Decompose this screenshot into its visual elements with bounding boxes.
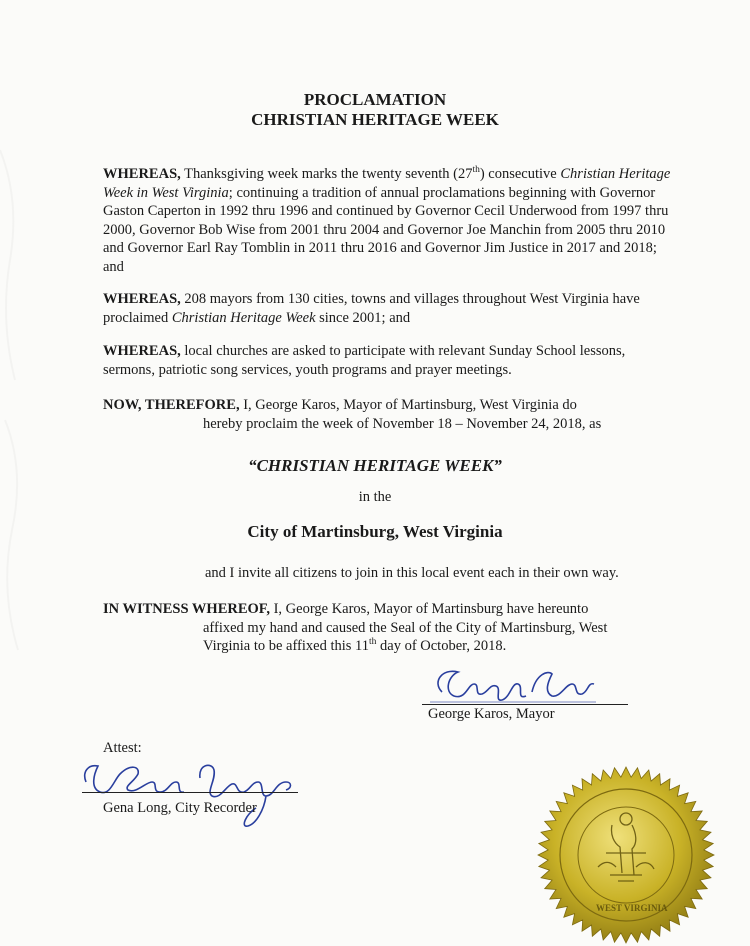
attest-label: Attest: [103,740,142,756]
now-therefore-text: I, George Karos, Mayor of Martinsburg, West Virginia do [239,397,577,413]
in-the-text: in the [358,489,392,505]
mayor-caption: George Karos, Mayor [428,706,555,722]
whereas-text: Thanksgiving week marks the twenty seventh (27 [180,166,473,182]
whereas-text: 208 mayors from 130 cities, towns and villages throughout West Virginia have proclaimed [103,291,640,326]
witness-text: affixed my hand and caused the Seal of the City of Martinsburg, West [203,619,608,636]
witness-lead: IN WITNESS WHEREOF, [103,601,270,617]
proclaimed-name: “CHRISTIAN HERITAGE WEEK” [248,456,502,475]
whereas-paragraph-3 [103,342,673,379]
title-line-1: PROCLAMATION [303,90,447,109]
whereas-paragraph-2 [103,290,673,327]
witness-text: day of October, 2018. [376,638,507,654]
whereas-lead: WHEREAS, [103,343,181,359]
witness-line-3 [103,637,673,656]
whereas-lead: WHEREAS, [103,166,181,182]
now-therefore-text-2: hereby proclaim the week of November 18 – November 24, 2018, as [203,415,602,432]
witness-paragraph [103,600,673,656]
whereas-text: local churches are asked to participate with relevant Sunday School lessons, sermons, patriotic song services, youth programs and prayer meetings. [103,343,626,378]
now-therefore-lead: NOW, THEREFORE, [103,397,240,413]
title-line-2: CHRISTIAN HERITAGE WEEK [251,110,499,129]
witness-text: Virginia to be affixed this 11 [203,638,369,654]
whereas-italic-text: Christian Heritage Week in West Virginia [103,166,671,201]
whereas-text: ) consecutive [479,166,561,182]
whereas-text: since 2001; and [315,309,411,326]
whereas-italic-text: Christian Heritage Week [171,309,316,326]
whereas-text: ; continuing a tradition of annual proclamations beginning with Governor Gaston Caperton in 1992 thru 1996 and continued by Governor Cecil Underwood from 1997 thru 2000, Governor Bob Wise from 2001 thru 2004 and Governor Joe Manchin from 2005 thru 2010 and Governor Earl Ray Tomblin in 2011 thru 2016 and Governor Jim Justice in 2017 and 2018; and [103,184,669,275]
mayor-signature-line [422,704,628,705]
witness-line-2 [103,619,673,638]
recorder-caption: Gena Long, City Recorder [103,800,257,816]
seal-text: WEST VIRGINIA [596,903,668,913]
city-seal [526,763,726,943]
mayor-signature [428,662,598,707]
superscript: th [369,637,377,648]
invitation-text: and I invite all citizens to join in this local event each in their own way. [205,565,619,581]
whereas-lead: WHEREAS, [103,291,181,307]
now-therefore-paragraph [103,396,673,433]
superscript: th [472,165,480,176]
whereas-paragraph-1 [103,165,673,276]
city-name: City of Martinsburg, West Virginia [247,522,503,541]
recorder-signature-line [82,792,298,793]
witness-text: I, George Karos, Mayor of Martinsburg have hereunto [269,601,589,617]
